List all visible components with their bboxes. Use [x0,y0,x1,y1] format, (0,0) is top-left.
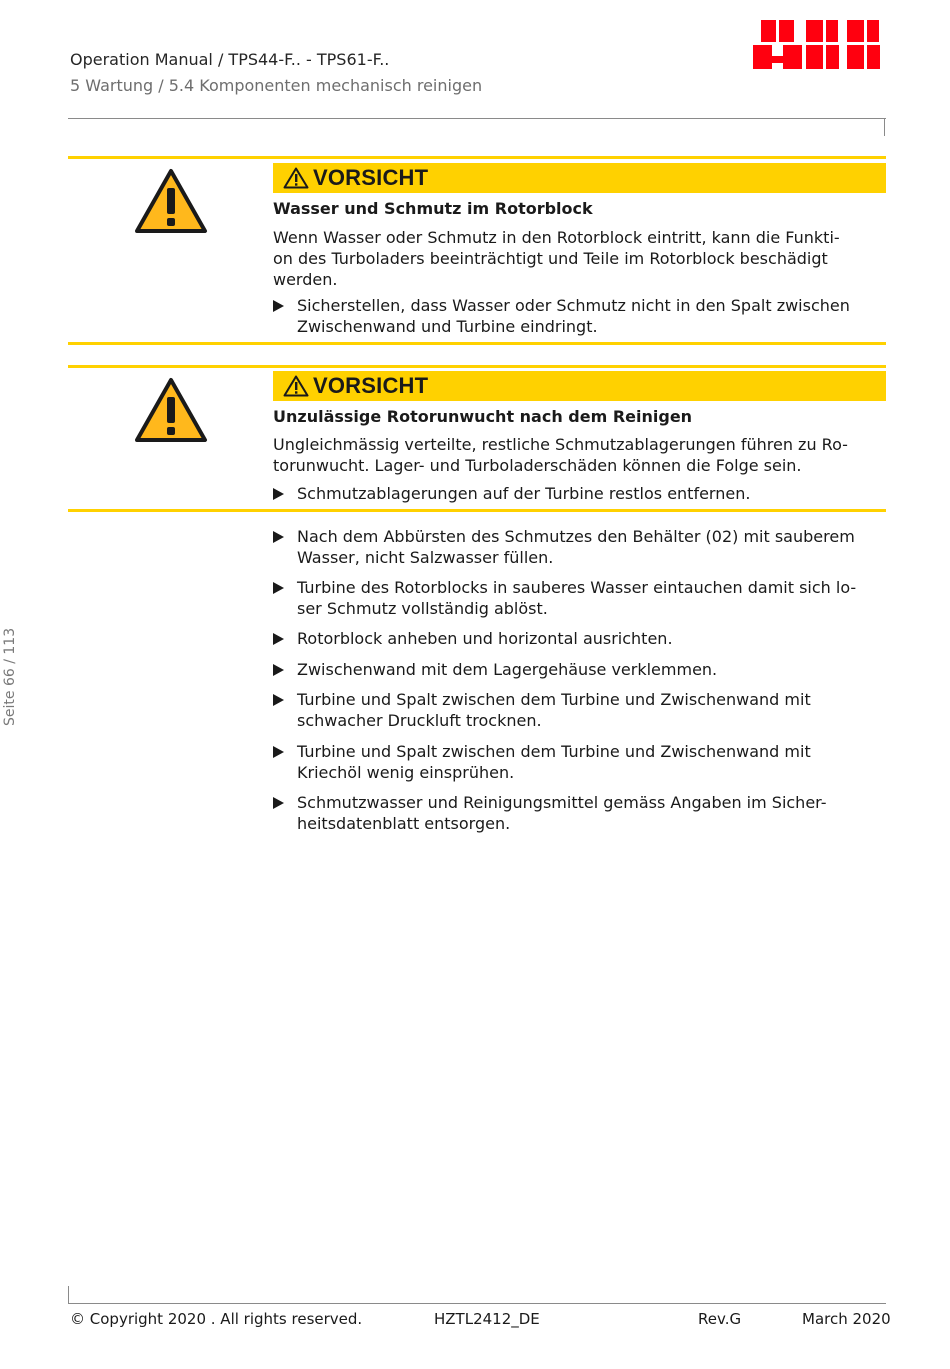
warning-top-rule [68,365,886,368]
text-line: heitsdatenblatt entsorgen. [297,814,511,833]
text-line: Turbine des Rotorblocks in sauberes Wasser eintauchen damit sich lo- [297,578,857,597]
list-item [273,741,885,783]
action-arrow-icon [273,488,284,500]
step-arrow-icon [273,746,284,758]
warning-heading: Unzulässige Rotorunwucht nach dem Reinigen [273,407,693,426]
warning-action [273,295,885,337]
signal-word: VORSICHT [313,165,429,190]
warning-banner [273,163,886,193]
text-line: Zwischenwand und Turbine eindringt. [297,317,598,336]
warning-bottom-rule [68,509,886,512]
revision: Rev.G [698,1310,742,1328]
text-line: Ungleichmässig verteilte, restliche Schmutzablagerungen führen zu Ro- [273,435,848,454]
text-line: torunwucht. Lager- und Turboladerschäden können die Folge sein. [273,456,802,475]
list-item [273,689,885,731]
warning-heading: Wasser und Schmutz im Rotorblock [273,199,593,218]
text-line: Schmutzablagerungen auf der Turbine restlos entfernen. [297,484,751,503]
text-line: Turbine und Spalt zwischen dem Turbine und Zwischenwand mit [297,742,811,761]
step-arrow-icon [273,694,284,706]
publication-date: March 2020 [802,1310,891,1328]
copyright: © Copyright 2020 . All rights reserved. [70,1310,363,1328]
warning-banner [273,371,886,401]
document-title: Operation Manual / TPS44-F.. - TPS61-F.. [70,50,390,69]
warning-bottom-rule [68,342,886,345]
warning-triangle-icon [134,377,208,443]
text-line: Schmutzwasser und Reinigungsmittel gemäss Angaben im Sicher- [297,793,827,812]
warning-body [273,434,885,476]
text-line: Rotorblock anheben und horizontal ausrichten. [297,629,673,648]
action-arrow-icon [273,300,284,312]
breadcrumb: 5 Wartung / 5.4 Komponenten mechanisch reinigen [70,76,483,95]
text-line: Zwischenwand mit dem Lagergehäuse verklemmen. [297,660,718,679]
step-arrow-icon [273,633,284,645]
text-line: Wasser, nicht Salzwasser füllen. [297,548,554,567]
warning-triangle-icon [134,168,208,234]
abb-logo [751,18,886,71]
text-line: ser Schmutz vollständig ablöst. [297,599,548,618]
list-item [273,526,885,568]
warning-body [273,227,885,290]
text-line: Nach dem Abbürsten des Schmutzes den Behälter (02) mit sauberem [297,527,855,546]
text-line: Wenn Wasser oder Schmutz in den Rotorblock eintritt, kann die Funkti- [273,228,840,247]
page-number: Seite 66 / 113 [2,627,18,726]
footer-divider-tick [68,1286,69,1304]
step-arrow-icon [273,531,284,543]
list-item [273,792,885,834]
signal-word: VORSICHT [313,373,429,398]
warning-action [273,483,885,504]
text-line: werden. [273,270,338,289]
warning-top-rule [68,156,886,159]
step-arrow-icon [273,582,284,594]
footer-divider [68,1303,886,1304]
list-item [273,628,885,649]
step-arrow-icon [273,664,284,676]
list-item [273,659,885,680]
warning-small-icon [283,167,309,189]
text-line: Kriechöl wenig einsprühen. [297,763,515,782]
list-item [273,577,885,619]
step-arrow-icon [273,797,284,809]
header-divider [68,118,886,119]
text-line: Turbine und Spalt zwischen dem Turbine und Zwischenwand mit [297,690,811,709]
text-line: schwacher Druckluft trocknen. [297,711,542,730]
text-line: on des Turboladers beeinträchtigt und Teile im Rotorblock beschädigt [273,249,828,268]
text-line: Sicherstellen, dass Wasser oder Schmutz nicht in den Spalt zwischen [297,296,850,315]
warning-small-icon [283,375,309,397]
header-divider-tick [884,118,885,136]
document-id: HZTL2412_DE [434,1310,540,1328]
